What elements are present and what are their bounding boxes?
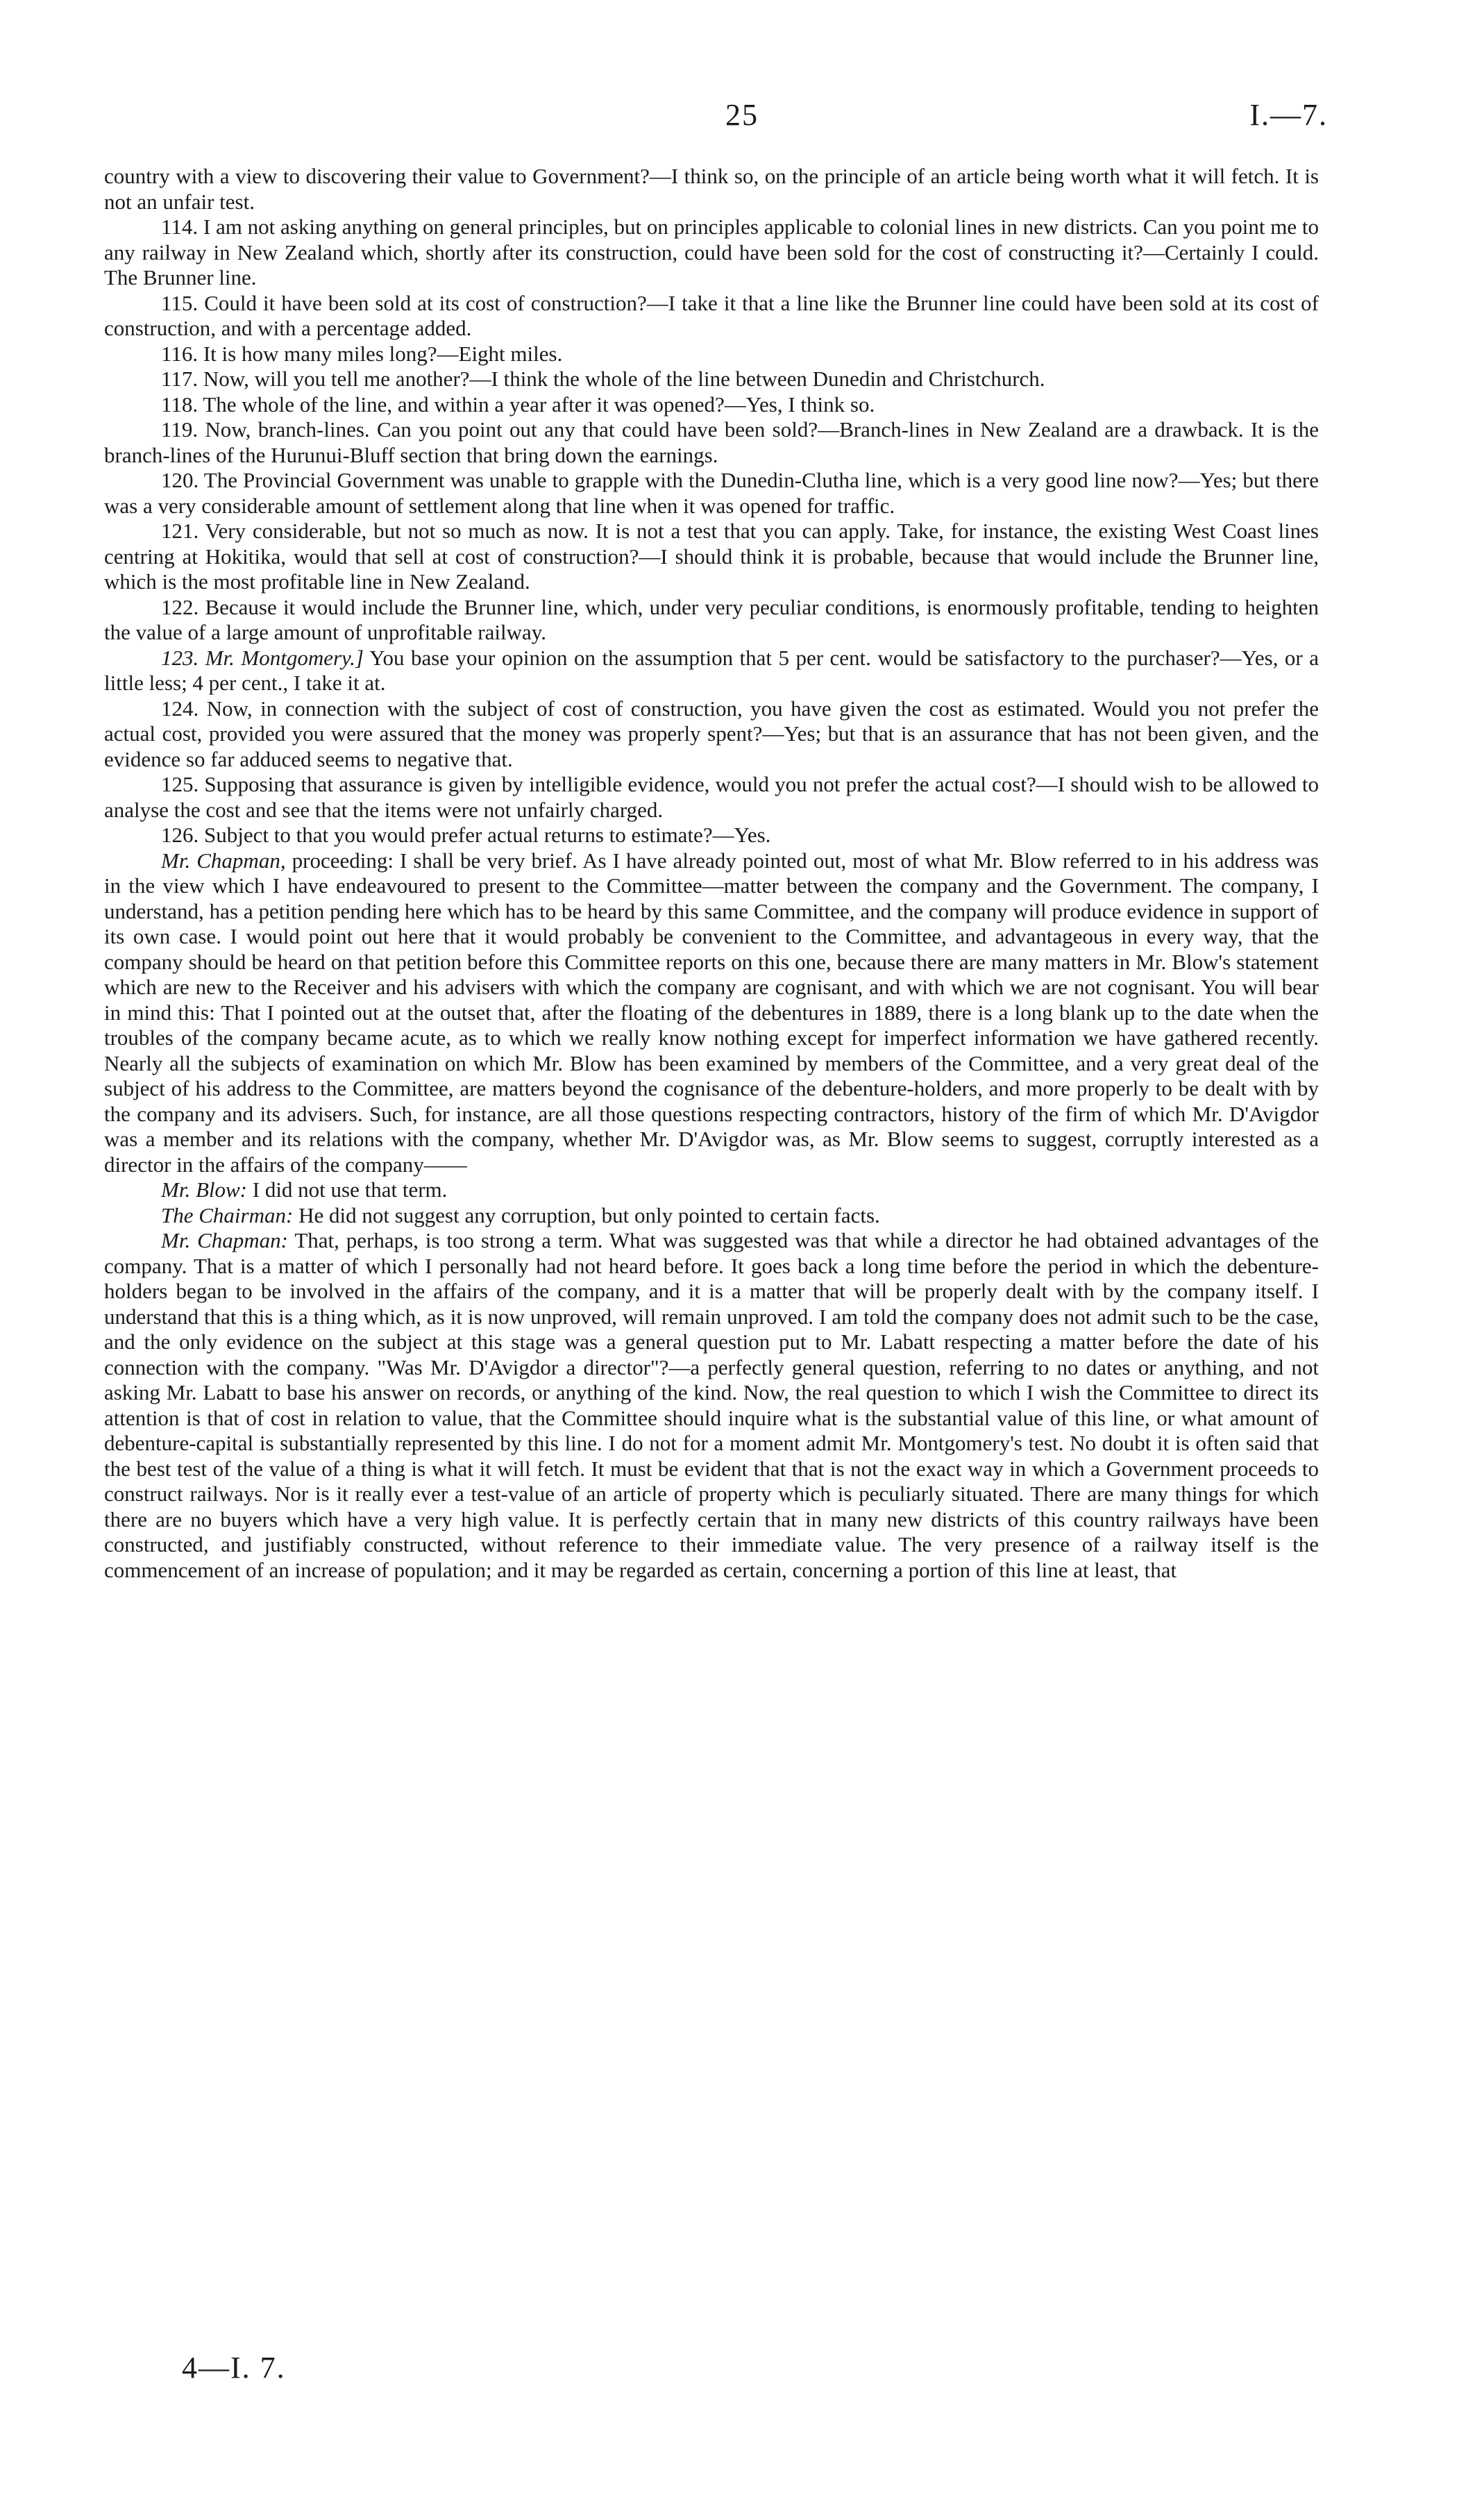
paragraph-text: 114. I am not asking anything on general principles, but on principles applicable to colonial lines in new districts. Can you point me to any railway in New Zealand which, shortly after its construction, could have been sold for the cost of constructing it?—Certainly I could. The Brunner line. <box>104 215 1319 289</box>
signature-mark: 4—I. 7. <box>182 2351 286 2385</box>
speaker-name: Mr. Chapman, <box>161 848 286 873</box>
paragraph <box>104 392 1319 418</box>
paragraph-text: 118. The whole of the line, and within a year after it was opened?—Yes, I think so. <box>161 392 875 417</box>
body-text <box>104 164 1319 1583</box>
paragraph-text: 124. Now, in connection with the subject of cost of construction, you have given the cost as estimated. Would you not prefer the actual cost, provided you were assured that the money was properly spent?—Yes; but that is an assurance that has not been given, and the evidence so far adduced seems to negative that. <box>104 696 1319 771</box>
paragraph <box>104 291 1319 342</box>
paragraph <box>104 1203 1319 1229</box>
paragraph-text: 122. Because it would include the Brunner line, which, under very peculiar conditions, is enormously profitable, tending to heighten the value of a large amount of unprofitable railway. <box>104 594 1319 644</box>
paragraph-text: 120. The Provincial Government was unable to grapple with the Dunedin-Clutha line, which is a very good line now?—Yes; but there was a very considerable amount of settlement along that line when it was opened for traffic. <box>104 468 1319 518</box>
paragraph-text: He did not suggest any corruption, but only pointed to certain facts. <box>298 1202 880 1227</box>
paragraph-text: 119. Now, branch-lines. Can you point out any that could have been sold?—Branch-lines in New Zealand are a drawback. It is the branch-lines of the Hurunui-Bluff section that bring down the earnings. <box>104 417 1319 467</box>
paragraph <box>104 342 1319 367</box>
paragraph <box>104 519 1319 595</box>
paragraph-text: 125. Supposing that assurance is given by intelligible evidence, would you not prefer the actual cost?—I should wish to be allowed to analyse the cost and see that the items were not unfairly charged. <box>104 772 1319 822</box>
paragraph-text: 115. Could it have been sold at its cost of construction?—I take it that a line like the Brunner line could have been sold at its cost of construction, and with a percentage added. <box>104 290 1319 340</box>
paragraph <box>104 468 1319 519</box>
speaker-name: Mr. Blow: <box>161 1177 247 1202</box>
paragraph-text: proceeding: I shall be very brief. As I have already pointed out, most of what Mr. Blow referred to in his address was in the view which I have endeavoured to present to the Committee—matter between the company and the Government. The company, I understand, has a petition pending here which has to be heard by this same Committee, and the company will produce evidence in support of its own case. I would point out here that it would probably be convenient to the Committee, and advantageous in every way, that the company should be heard on that petition before this Committee reports on this one, because there are many matters in Mr. Blow's statement which are new to the Receiver and his advisers with which the company are cognisant, and with which we are not cognisant. You will bear in mind this: That I pointed out at the outset that, after the floating of the debentures in 1889, there is a long blank up to the date when the troubles of the company became acute, as to which we really know nothing except for imperfect information we have gathered recently. Nearly all the subjects of examination on which Mr. Blow has been examined by members of the Committee, and a very great deal of the subject of his address to the Committee, are matters beyond the cognisance of the debenture-holders, and more properly to be dealt with by the company and its advisers. Such, for instance, are all those questions respecting contractors, history of the firm of which Mr. D'Avigdor was a member and its relations with the company, whether Mr. D'Avigdor was, as Mr. Blow seems to suggest, corruptly interested as a director in the affairs of the company—— <box>104 848 1319 1177</box>
paragraph <box>104 417 1319 468</box>
page-number: 25 <box>725 98 759 132</box>
paragraph-text: 126. Subject to that you would prefer actual returns to estimate?—Yes. <box>161 823 771 847</box>
paragraph-text: 117. Now, will you tell me another?—I think the whole of the line between Dunedin and Christchurch. <box>161 367 1045 391</box>
paragraph <box>104 215 1319 291</box>
paragraph <box>104 367 1319 392</box>
speaker-name: 123. Mr. Montgomery.] <box>161 645 364 670</box>
paragraph <box>104 595 1319 646</box>
paragraph-text: country with a view to discovering their value to Government?—I think so, on the principle of an article being worth what it will fetch. It is not an unfair test. <box>104 164 1319 214</box>
paragraph-text: You base your opinion on the assumption that 5 per cent. would be satisfactory to the purchaser?—Yes, or a little less; 4 per cent., I take it at. <box>104 645 1319 695</box>
paragraph-text: I did not use that term. <box>252 1177 448 1202</box>
paragraph <box>104 823 1319 848</box>
paragraph <box>104 646 1319 696</box>
paragraph-text: That, perhaps, is too strong a term. What was suggested was that while a director he had obtained advantages of the company. That is a matter of which I personally had not heard before. It goes back a long time before the period in which the debenture-holders began to be involved in the affairs of the company, and it is a matter that will be properly dealt with by the company itself. I understand that this is a thing which, as it is now unproved, will remain unproved. I am told the company does not admit such to be the case, and the only evidence on the subject at this stage was a general question put to Mr. Labatt respecting a matter before the date of his connection with the company. "Was Mr. D'Avigdor a director"?—a perfectly general question, referring to no dates or anything, and not asking Mr. Labatt to base his answer on records, or anything of the kind. Now, the real question to which I wish the Committee to direct its attention is that of cost in relation to value, that the Committee should inquire what is the substantial value of this line, or what amount of debenture-capital is substantially represented by this line. I do not for a moment admit Mr. Montgomery's test. No doubt it is often said that the best test of the value of a thing is what it will fetch. It must be evident that that is not the exact way in which a Government proceeds to construct railways. Nor is it really ever a test-value of an article of property which is peculiarly situated. There are many things for which there are no buyers which have a very high value. It is perfectly certain that in many new districts of this country railways have been constructed, and justifiably constructed, without reference to their immediate value. The very presence of a railway itself is the commencement of an increase of population; and it may be regarded as certain, concerning a portion of this line at least, that <box>104 1228 1319 1582</box>
paragraph-text: 116. It is how many miles long?—Eight miles. <box>161 341 563 366</box>
paragraph-text: 121. Very considerable, but not so much as now. It is not a test that you can apply. Take, for instance, the existing West Coast lines centring at Hokitika, would that sell at cost of construction?—I should think it is probable, because that would include the Brunner line, which is the most profitable line in New Zealand. <box>104 519 1319 594</box>
speaker-name: The Chairman: <box>161 1202 294 1227</box>
paragraph <box>104 696 1319 773</box>
paragraph <box>104 1228 1319 1583</box>
page-header <box>0 97 1484 139</box>
paragraph <box>104 1177 1319 1203</box>
paragraph <box>104 848 1319 1178</box>
document-reference: I.—7. <box>1249 98 1328 132</box>
paragraph <box>104 164 1319 215</box>
paragraph <box>104 772 1319 823</box>
speaker-name: Mr. Chapman: <box>161 1228 288 1252</box>
